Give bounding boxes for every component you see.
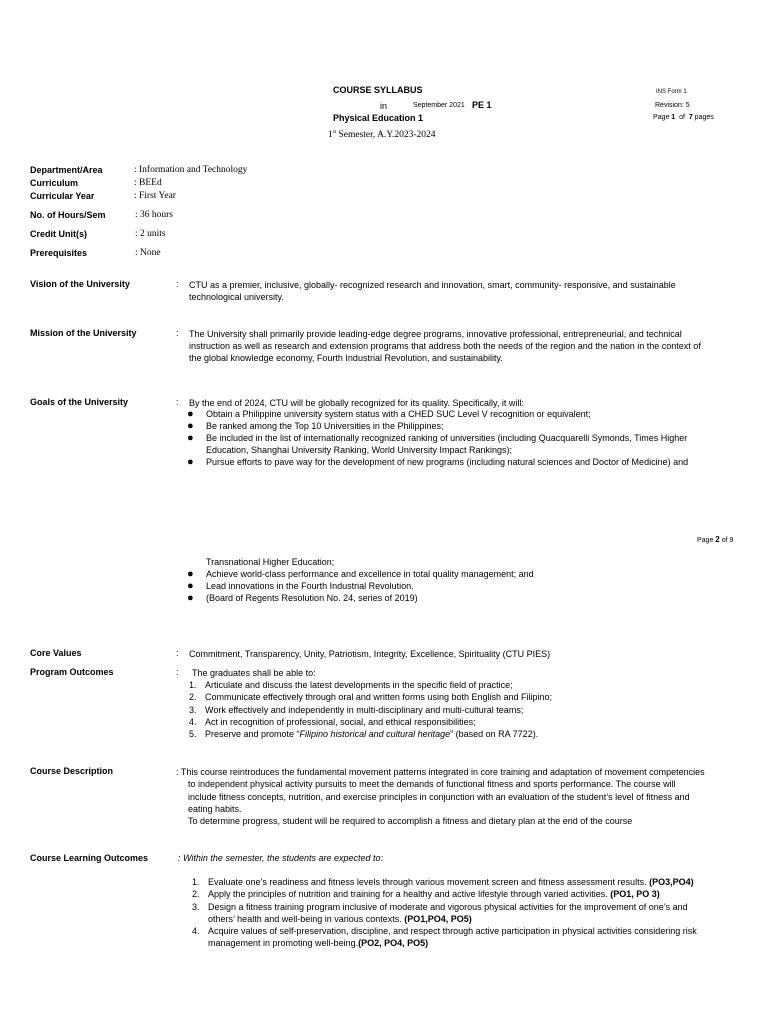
info-label-department: Department/Area bbox=[30, 165, 103, 175]
info-label-prereq: Prerequisites bbox=[30, 248, 88, 258]
info-value-department: : Information and Technology bbox=[134, 165, 248, 175]
goal-item: ● Pursue efforts to pave way for the development of new programs (including natural sciences and Doctor of Medicine) and bbox=[187, 456, 689, 468]
clo-intro: : Within the semester, the students are expected to: bbox=[178, 853, 384, 863]
page-number-2: Page 2 of 9 bbox=[697, 535, 734, 544]
mission-text: The University shall primarily provide leading-edge degree programs, innovative professional, entrepreneurial, and technical instruction as well as research and extension programs that address both the needs of the region and the nation in the context of the global knowledge economy, Fourth Industrial Revolution, and sustainability. bbox=[189, 329, 701, 363]
mission-label: Mission of the University bbox=[30, 328, 137, 338]
bullet-icon: ● bbox=[187, 420, 194, 432]
course-name: Physical Education 1 bbox=[333, 113, 424, 123]
goal-item: ● Be included in the list of internationally recognized ranking of universities (including Quacquarelli Symonds, Times Higher Education, Shanghai University Ranking, World University Impact Rankings); bbox=[187, 432, 688, 455]
program-outcomes-intro: The graduates shall be able to: bbox=[192, 668, 316, 678]
colon: : bbox=[176, 648, 179, 658]
bullet-icon: ● bbox=[187, 568, 194, 580]
vision-label: Vision of the University bbox=[30, 279, 130, 289]
program-outcomes-label: Program Outcomes bbox=[30, 667, 114, 677]
goal-item: ● Achieve world-class performance and excellence in total quality management; and bbox=[187, 568, 534, 580]
info-label-year: Curricular Year bbox=[30, 191, 95, 201]
bullet-icon: ● bbox=[187, 456, 194, 468]
info-label-curriculum: Curriculum bbox=[30, 178, 79, 188]
info-value-hours: : 36 hours bbox=[135, 210, 173, 220]
bullet-icon: ● bbox=[187, 432, 194, 444]
bullet-icon: ● bbox=[187, 580, 194, 592]
program-outcome-item: 3. Work effectively and independently in multi-disciplinary and multi-cultural teams; bbox=[189, 705, 524, 715]
program-outcome-item: 4. Act in recognition of professional, social, and ethical responsibilities; bbox=[189, 717, 476, 727]
clo-item: 2. Apply the principles of nutrition and training for a healthy and active lifestyle through varied activities. (PO1, PO 3) bbox=[192, 889, 660, 899]
semester-line: 1st Semester, A.Y.2023-2024 bbox=[328, 130, 436, 141]
info-value-prereq: : None bbox=[135, 248, 161, 258]
colon: : bbox=[176, 279, 179, 289]
course-code: PE 1 bbox=[472, 100, 492, 110]
info-value-units: : 2 units bbox=[135, 229, 166, 239]
goal-item: ● Obtain a Philippine university system status with a CHED SUC Level V recognition or equivalent; bbox=[187, 408, 591, 420]
clo-item: 1. Evaluate one’s readiness and fitness levels through various movement screen and fitness assessment results. (PO3,PO4) bbox=[192, 877, 694, 887]
colon: : bbox=[176, 328, 179, 338]
goal-item: ● (Board of Regents Resolution No. 24, series of 2019) bbox=[187, 592, 418, 604]
bullet-icon: ● bbox=[187, 408, 194, 420]
syllabus-title: COURSE SYLLABUS bbox=[333, 85, 423, 95]
program-outcome-item: 2. Communicate effectively through oral and written forms using both English and Filipino; bbox=[189, 692, 553, 702]
goal-item: ● Be ranked among the Top 10 Universities in the Philippines; bbox=[187, 420, 444, 432]
in-word: in bbox=[380, 101, 388, 111]
goal-item: ● Lead innovations in the Fourth Industrial Revolution. bbox=[187, 580, 414, 592]
vision-text: CTU as a premier, inclusive, globally- recognized research and innovation, smart, community- responsive, and sustainable technological university. bbox=[189, 280, 676, 302]
form-number: INS Form 1 bbox=[656, 89, 687, 95]
program-outcome-item: 1. Articulate and discuss the latest developments in the specific field of practice; bbox=[189, 680, 513, 690]
course-description-text: : This course reintroduces the fundamental movement patterns integrated in core training and adaptation of movement competencies to independent physical activity pursuits to meet the demands of functional fitness and sports performance. The course will include fitness concepts, nutrition, and exercise principles in conjunction with an evaluation of the student’s level of fitness and eating habits. To determine progress, student will be required to accomplish a fitness and dietary plan at the end of the course bbox=[176, 767, 705, 827]
program-outcome-item: 5. Preserve and promote “Filipino historical and cultural heritage” (based on RA 7722). bbox=[189, 729, 539, 739]
bullet-icon: ● bbox=[187, 592, 194, 604]
core-values-label: Core Values bbox=[30, 648, 82, 658]
syllabus-date: September 2021 bbox=[413, 102, 465, 109]
info-value-year: : First Year bbox=[134, 191, 176, 201]
core-values-text: Commitment, Transparency, Unity, Patriotism, Integrity, Excellence, Spirituality (CTU PIES) bbox=[189, 649, 551, 659]
info-label-units: Credit Unit(s) bbox=[30, 229, 87, 239]
goal-continuation: Transnational Higher Education; bbox=[206, 557, 335, 567]
colon: : bbox=[176, 667, 179, 677]
clo-label: Course Learning Outcomes bbox=[30, 853, 149, 863]
goals-label: Goals of the University bbox=[30, 397, 129, 407]
goals-intro: By the end of 2024, CTU will be globally recognized for its quality. Specifically, it will: bbox=[189, 398, 524, 408]
clo-item: 3. Design a fitness training program inclusive of moderate and vigorous physical activities for the improvement of one’s and others’ health and well-being in various contexts. (PO1,PO4, PO5) bbox=[192, 902, 688, 924]
course-description-label: Course Description bbox=[30, 766, 114, 776]
info-label-hours: No. of Hours/Sem bbox=[30, 210, 106, 220]
clo-item: 4. Acquire values of self-preservation, discipline, and respect through active participation in physical activities considering risk management in promoting well-being.(PO2, PO4, PO5) bbox=[192, 926, 697, 948]
revision: Revision: 5 bbox=[655, 102, 690, 109]
colon: : bbox=[176, 397, 179, 407]
page-number: Page 1 of 7 pages bbox=[653, 114, 714, 121]
info-value-curriculum: : BEEd bbox=[134, 178, 162, 188]
